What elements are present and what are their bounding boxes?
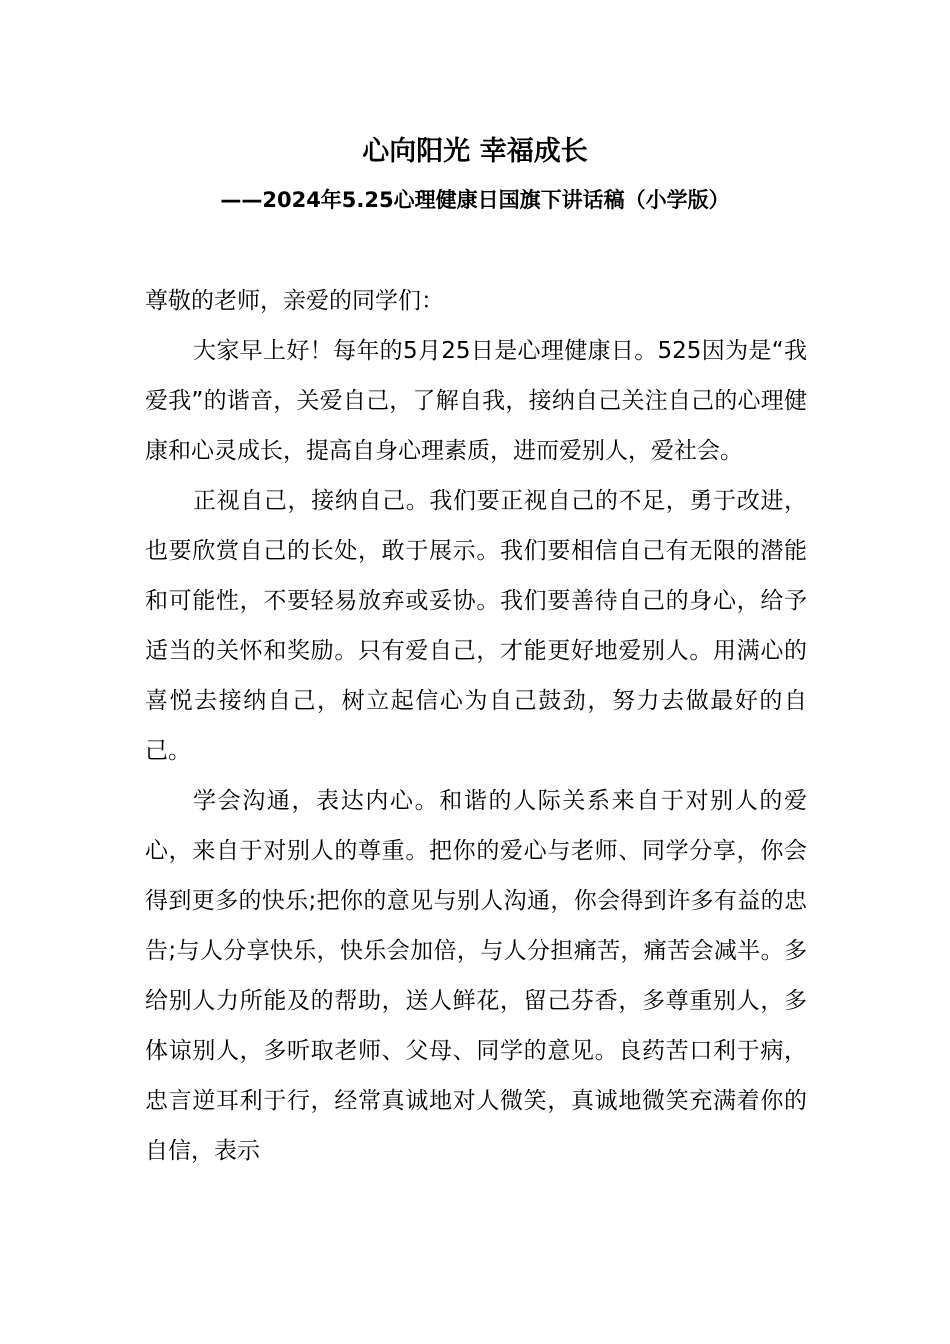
paragraph-accept-yourself: 正视自己，接纳自己。我们要正视自己的不足，勇于改进，也要欣赏自己的长处，敢于展示。我们要相信自己有无限的潜能和可能性，不要轻易放弃或妥协。我们要善待自己的身心，给予适当的关怀和奖励。只有爱自己，才能更好地爱别人。用满心的喜悦去接纳自己，树立起信心为自己鼓劲，努力去做最好的自己。 xyxy=(145,488,807,764)
document-body xyxy=(145,276,807,1176)
paragraph-communication: 学会沟通，表达内心。和谐的人际关系来自于对别人的爱心，来自于对别人的尊重。把你的爱心与老师、同学分享，你会得到更多的快乐;把你的意见与别人沟通，你会得到许多有益的忠告;与人分享快乐，快乐会加倍，与人分担痛苦，痛苦会减半。多给别人力所能及的帮助，送人鲜花，留己芬香，多尊重别人，多体谅别人，多听取老师、父母、同学的意见。良药苦口利于病，忠言逆耳利于行，经常真诚地对人微笑，真诚地微笑充满着你的自信，表示 xyxy=(145,788,807,1164)
salutation: 尊敬的老师，亲爱的同学们： xyxy=(145,288,444,314)
page-subtitle: ——2024年5.25心理健康日国旗下讲话稿（小学版） xyxy=(220,188,730,212)
page-title: 心向阳光 幸福成长 xyxy=(362,136,588,167)
paragraph-greeting: 大家早上好！每年的5月25日是心理健康日。525因为是“我爱我”的谐音，关爱自己，了解自我，接纳自己关注自己的心理健康和心灵成长，提高自身心理素质，进而爱别人，爱社会。 xyxy=(145,338,807,464)
